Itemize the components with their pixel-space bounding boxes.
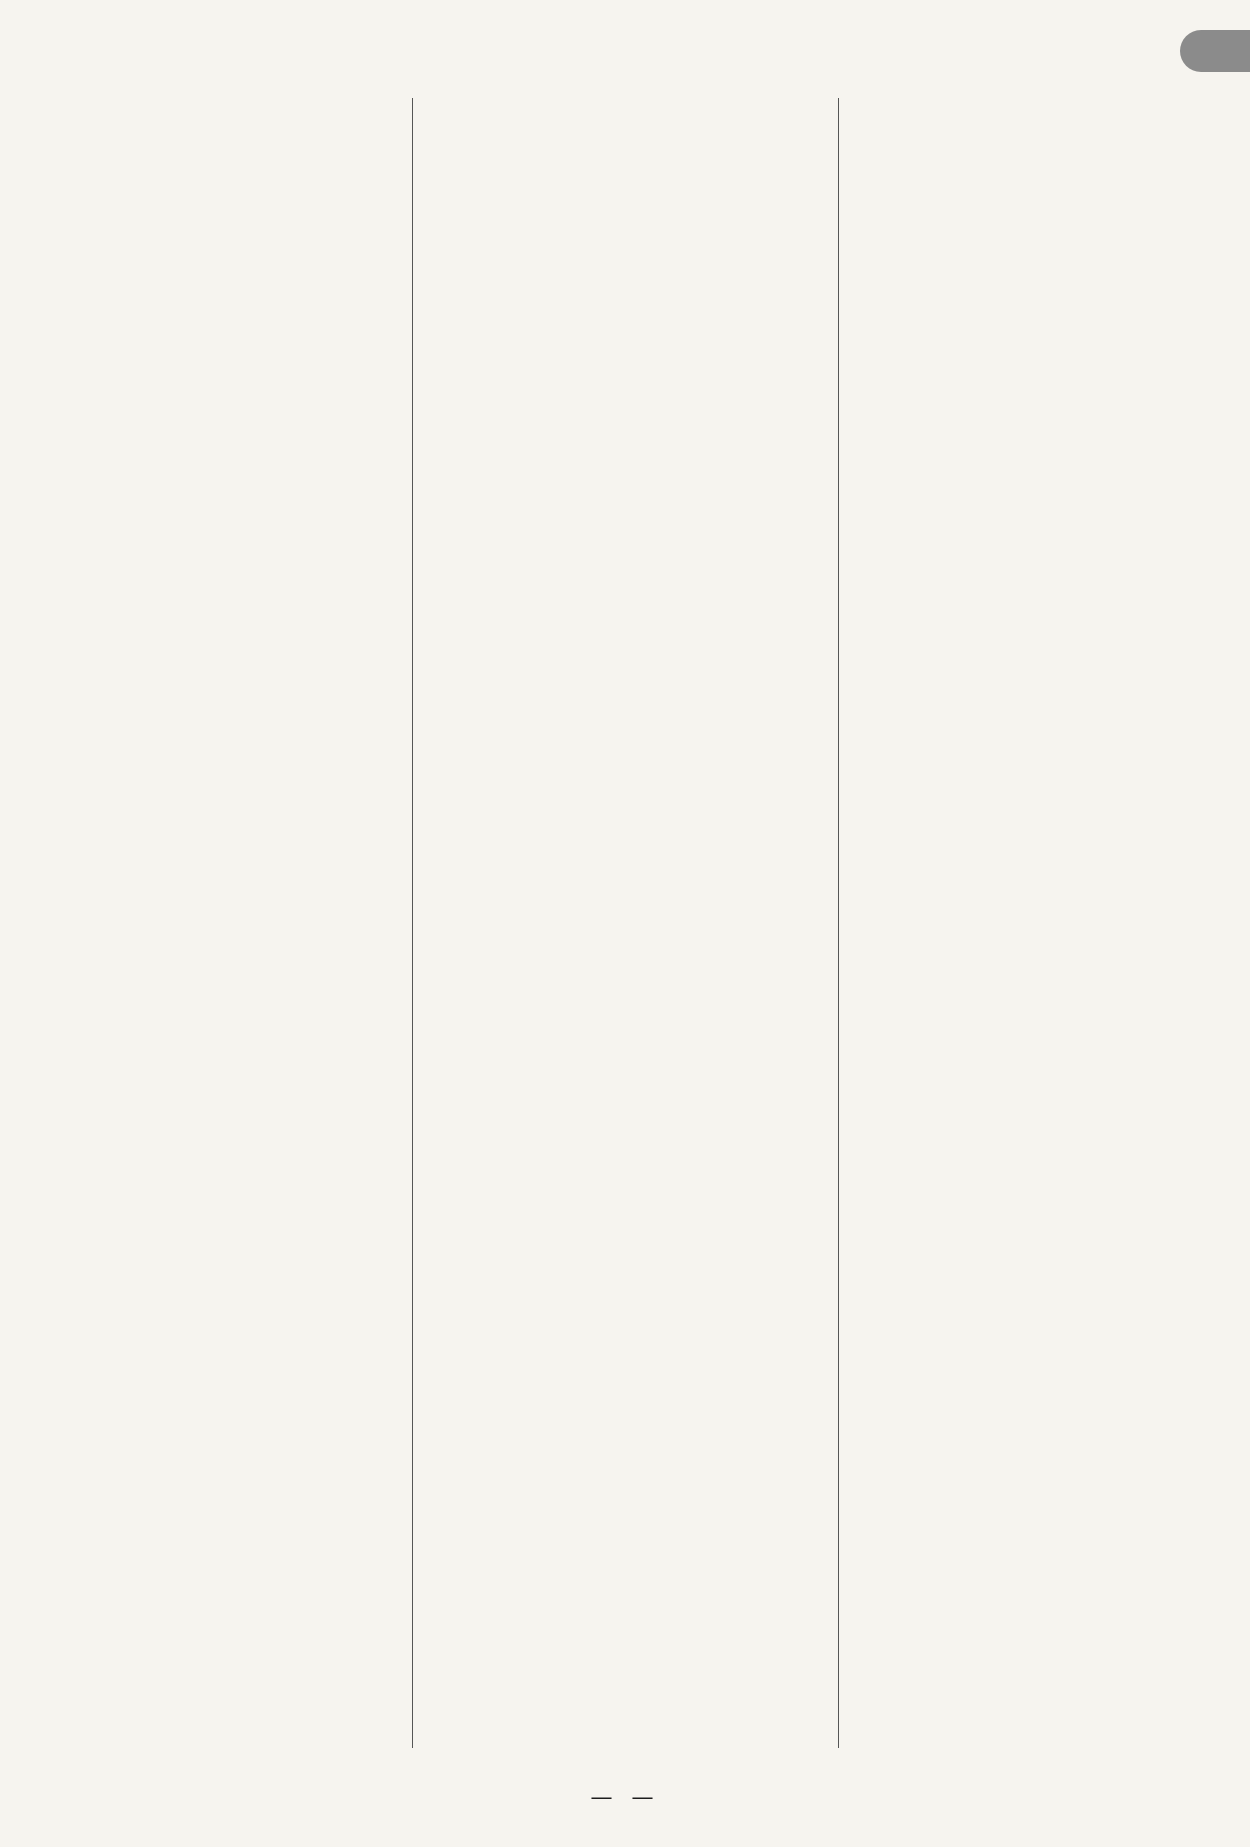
page-header <box>1170 30 1250 72</box>
answer-page <box>60 88 1210 1768</box>
header-tab-decoration <box>1180 30 1250 72</box>
column-2 <box>428 88 823 1768</box>
column-3 <box>855 88 1210 1768</box>
page-number: — — <box>590 1785 660 1810</box>
column-1 <box>60 88 405 1768</box>
